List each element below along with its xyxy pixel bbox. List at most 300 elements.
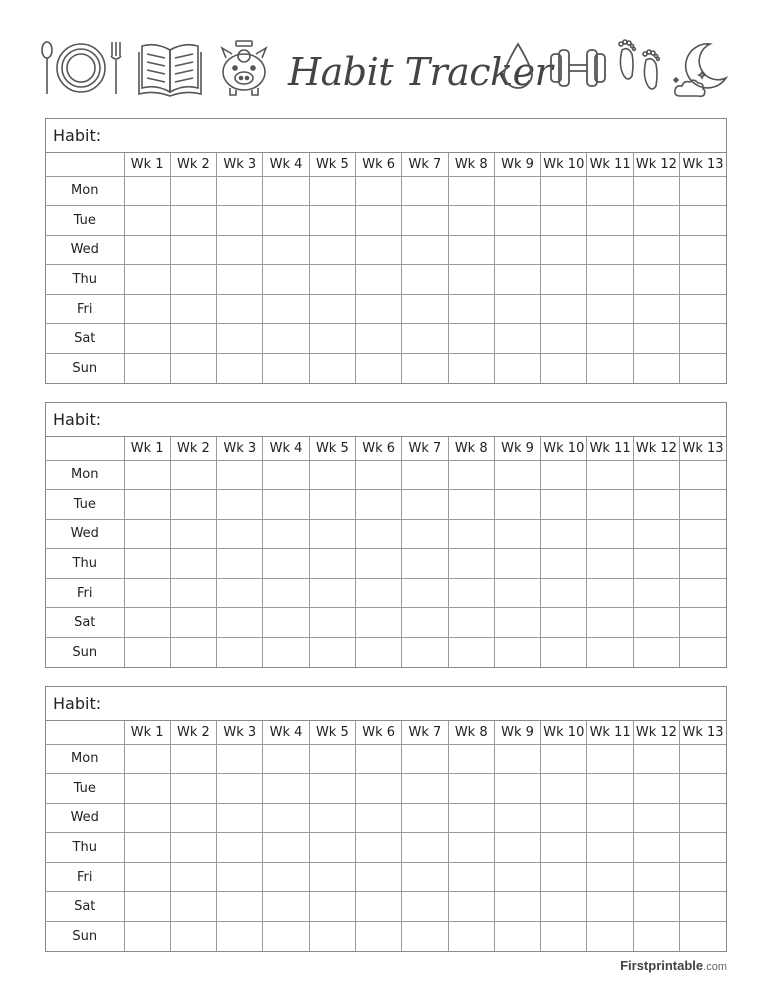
check-cell[interactable]: [541, 206, 587, 236]
check-cell[interactable]: [309, 354, 355, 384]
check-cell[interactable]: [124, 519, 170, 549]
check-cell[interactable]: [217, 294, 263, 324]
check-cell[interactable]: [680, 608, 726, 638]
week-header: Wk 3: [217, 437, 263, 460]
check-cell[interactable]: [494, 638, 540, 668]
day-label: Tue: [46, 490, 124, 520]
check-cell[interactable]: [587, 490, 633, 520]
check-cell[interactable]: [541, 460, 587, 490]
check-cell[interactable]: [124, 922, 170, 952]
check-cell[interactable]: [355, 922, 401, 952]
check-cell[interactable]: [124, 460, 170, 490]
check-cell[interactable]: [355, 803, 401, 833]
check-cell[interactable]: [633, 206, 679, 236]
check-cell[interactable]: [587, 324, 633, 354]
check-cell[interactable]: [494, 744, 540, 774]
check-cell[interactable]: [402, 892, 448, 922]
check-cell[interactable]: [124, 549, 170, 579]
check-cell[interactable]: [170, 176, 216, 206]
check-cell[interactable]: [263, 803, 309, 833]
check-cell[interactable]: [402, 862, 448, 892]
check-cell[interactable]: [633, 294, 679, 324]
check-cell[interactable]: [633, 324, 679, 354]
check-cell[interactable]: [680, 774, 726, 804]
check-cell[interactable]: [309, 206, 355, 236]
check-cell[interactable]: [309, 294, 355, 324]
check-cell[interactable]: [402, 833, 448, 863]
check-cell[interactable]: [217, 490, 263, 520]
check-cell[interactable]: [309, 235, 355, 265]
check-cell[interactable]: [587, 774, 633, 804]
check-cell[interactable]: [633, 490, 679, 520]
check-cell[interactable]: [448, 354, 494, 384]
check-cell[interactable]: [541, 774, 587, 804]
check-cell[interactable]: [680, 206, 726, 236]
check-cell[interactable]: [355, 519, 401, 549]
check-cell[interactable]: [680, 176, 726, 206]
check-cell[interactable]: [355, 608, 401, 638]
check-cell[interactable]: [170, 638, 216, 668]
check-cell[interactable]: [448, 460, 494, 490]
check-cell[interactable]: [587, 862, 633, 892]
check-cell[interactable]: [217, 833, 263, 863]
check-cell[interactable]: [541, 354, 587, 384]
check-cell[interactable]: [448, 862, 494, 892]
check-cell[interactable]: [402, 578, 448, 608]
check-cell[interactable]: [124, 176, 170, 206]
habit-label[interactable]: Habit:: [46, 687, 726, 721]
check-cell[interactable]: [355, 833, 401, 863]
check-cell[interactable]: [587, 265, 633, 295]
day-label: Fri: [46, 578, 124, 608]
check-cell[interactable]: [680, 744, 726, 774]
check-cell[interactable]: [309, 638, 355, 668]
habit-label[interactable]: Habit:: [46, 403, 726, 437]
check-cell[interactable]: [587, 235, 633, 265]
check-cell[interactable]: [680, 354, 726, 384]
check-cell[interactable]: [217, 744, 263, 774]
check-cell[interactable]: [217, 608, 263, 638]
check-cell[interactable]: [448, 324, 494, 354]
check-cell[interactable]: [217, 519, 263, 549]
check-cell[interactable]: [170, 892, 216, 922]
check-cell[interactable]: [355, 176, 401, 206]
check-cell[interactable]: [494, 235, 540, 265]
check-cell[interactable]: [309, 774, 355, 804]
check-cell[interactable]: [680, 294, 726, 324]
check-cell[interactable]: [263, 774, 309, 804]
check-cell[interactable]: [633, 638, 679, 668]
check-cell[interactable]: [494, 354, 540, 384]
check-cell[interactable]: [402, 235, 448, 265]
check-cell[interactable]: [402, 608, 448, 638]
check-cell[interactable]: [680, 803, 726, 833]
check-cell[interactable]: [587, 549, 633, 579]
check-cell[interactable]: [124, 235, 170, 265]
check-cell[interactable]: [448, 744, 494, 774]
brand-domain: .com: [703, 961, 727, 973]
check-cell[interactable]: [633, 892, 679, 922]
check-cell[interactable]: [541, 922, 587, 952]
footer-branding: [620, 958, 727, 973]
check-cell[interactable]: [587, 892, 633, 922]
check-cell[interactable]: [587, 833, 633, 863]
check-cell[interactable]: [263, 235, 309, 265]
check-cell[interactable]: [633, 176, 679, 206]
check-cell[interactable]: [448, 294, 494, 324]
habit-label[interactable]: Habit:: [46, 119, 726, 153]
check-cell[interactable]: [170, 235, 216, 265]
check-cell[interactable]: [587, 744, 633, 774]
check-cell[interactable]: [633, 774, 679, 804]
check-cell[interactable]: [217, 176, 263, 206]
check-cell[interactable]: [633, 744, 679, 774]
check-cell[interactable]: [541, 490, 587, 520]
check-cell[interactable]: [263, 922, 309, 952]
check-cell[interactable]: [402, 324, 448, 354]
check-cell[interactable]: [587, 608, 633, 638]
check-cell[interactable]: [124, 803, 170, 833]
check-cell[interactable]: [587, 176, 633, 206]
check-cell[interactable]: [587, 638, 633, 668]
check-cell[interactable]: [402, 638, 448, 668]
check-cell[interactable]: [633, 578, 679, 608]
check-cell[interactable]: [263, 324, 309, 354]
check-cell[interactable]: [494, 608, 540, 638]
brand-name: Firstprintable: [620, 958, 704, 973]
check-cell[interactable]: [309, 892, 355, 922]
check-cell[interactable]: [541, 519, 587, 549]
check-cell[interactable]: [309, 460, 355, 490]
check-cell[interactable]: [402, 490, 448, 520]
check-cell[interactable]: [448, 490, 494, 520]
check-cell[interactable]: [633, 608, 679, 638]
day-label: Sat: [46, 324, 124, 354]
check-cell[interactable]: [217, 354, 263, 384]
check-cell[interactable]: [448, 922, 494, 952]
check-cell[interactable]: [494, 265, 540, 295]
check-cell[interactable]: [124, 833, 170, 863]
check-cell[interactable]: [448, 608, 494, 638]
week-header: Wk 13: [680, 437, 726, 460]
check-cell[interactable]: [402, 176, 448, 206]
check-cell[interactable]: [170, 519, 216, 549]
check-cell[interactable]: [587, 803, 633, 833]
check-cell[interactable]: [124, 294, 170, 324]
check-cell[interactable]: [170, 922, 216, 952]
check-cell[interactable]: [541, 862, 587, 892]
check-cell[interactable]: [587, 294, 633, 324]
check-cell[interactable]: [402, 265, 448, 295]
check-cell[interactable]: [170, 324, 216, 354]
check-cell[interactable]: [633, 922, 679, 952]
check-cell[interactable]: [355, 578, 401, 608]
check-cell[interactable]: [448, 519, 494, 549]
check-cell[interactable]: [494, 490, 540, 520]
week-header: Wk 13: [680, 721, 726, 744]
check-cell[interactable]: [541, 235, 587, 265]
check-cell[interactable]: [124, 578, 170, 608]
day-row: [46, 638, 726, 668]
check-cell[interactable]: [263, 549, 309, 579]
check-cell[interactable]: [263, 833, 309, 863]
check-cell[interactable]: [633, 519, 679, 549]
check-cell[interactable]: [263, 490, 309, 520]
check-cell[interactable]: [170, 265, 216, 295]
check-cell[interactable]: [309, 744, 355, 774]
check-cell[interactable]: [448, 892, 494, 922]
check-cell[interactable]: [217, 324, 263, 354]
check-cell[interactable]: [355, 549, 401, 579]
check-cell[interactable]: [309, 549, 355, 579]
check-cell[interactable]: [633, 833, 679, 863]
check-cell[interactable]: [448, 265, 494, 295]
check-cell[interactable]: [494, 294, 540, 324]
check-cell[interactable]: [217, 892, 263, 922]
check-cell[interactable]: [402, 294, 448, 324]
check-cell[interactable]: [309, 324, 355, 354]
check-cell[interactable]: [124, 354, 170, 384]
check-cell[interactable]: [494, 176, 540, 206]
check-cell[interactable]: [263, 460, 309, 490]
check-cell[interactable]: [680, 922, 726, 952]
check-cell[interactable]: [541, 176, 587, 206]
check-cell[interactable]: [309, 803, 355, 833]
check-cell[interactable]: [355, 354, 401, 384]
check-cell[interactable]: [494, 549, 540, 579]
check-cell[interactable]: [402, 354, 448, 384]
check-cell[interactable]: [263, 892, 309, 922]
check-cell[interactable]: [263, 176, 309, 206]
check-cell[interactable]: [263, 744, 309, 774]
check-cell[interactable]: [680, 265, 726, 295]
check-cell[interactable]: [263, 862, 309, 892]
check-cell[interactable]: [680, 862, 726, 892]
check-cell[interactable]: [355, 774, 401, 804]
check-cell[interactable]: [448, 774, 494, 804]
check-cell[interactable]: [541, 892, 587, 922]
check-cell[interactable]: [402, 744, 448, 774]
check-cell[interactable]: [402, 549, 448, 579]
check-cell[interactable]: [541, 294, 587, 324]
check-cell[interactable]: [170, 294, 216, 324]
check-cell[interactable]: [448, 803, 494, 833]
check-cell[interactable]: [217, 265, 263, 295]
check-cell[interactable]: [355, 638, 401, 668]
check-cell[interactable]: [170, 460, 216, 490]
check-cell[interactable]: [402, 774, 448, 804]
check-cell[interactable]: [263, 265, 309, 295]
day-row: [46, 460, 726, 490]
check-cell[interactable]: [355, 235, 401, 265]
check-cell[interactable]: [170, 862, 216, 892]
check-cell[interactable]: [263, 638, 309, 668]
check-cell[interactable]: [309, 833, 355, 863]
check-cell[interactable]: [633, 354, 679, 384]
check-cell[interactable]: [355, 294, 401, 324]
check-cell[interactable]: [124, 608, 170, 638]
check-cell[interactable]: [170, 206, 216, 236]
day-label: Sun: [46, 354, 124, 384]
check-cell[interactable]: [309, 578, 355, 608]
check-cell[interactable]: [587, 354, 633, 384]
check-cell[interactable]: [170, 803, 216, 833]
check-cell[interactable]: [541, 833, 587, 863]
check-cell[interactable]: [217, 638, 263, 668]
check-cell[interactable]: [263, 354, 309, 384]
check-cell[interactable]: [680, 460, 726, 490]
check-cell[interactable]: [124, 744, 170, 774]
check-cell[interactable]: [217, 578, 263, 608]
check-cell[interactable]: [124, 206, 170, 236]
check-cell[interactable]: [402, 519, 448, 549]
day-label: Mon: [46, 460, 124, 490]
check-cell[interactable]: [170, 490, 216, 520]
check-cell[interactable]: [587, 206, 633, 236]
week-header: Wk 11: [587, 721, 633, 744]
check-cell[interactable]: [263, 294, 309, 324]
check-cell[interactable]: [170, 549, 216, 579]
check-cell[interactable]: [494, 460, 540, 490]
check-cell[interactable]: [402, 206, 448, 236]
check-cell[interactable]: [494, 833, 540, 863]
check-cell[interactable]: [309, 608, 355, 638]
check-cell[interactable]: [263, 608, 309, 638]
check-cell[interactable]: [170, 354, 216, 384]
check-cell[interactable]: [680, 490, 726, 520]
check-cell[interactable]: [494, 206, 540, 236]
check-cell[interactable]: [124, 892, 170, 922]
check-cell[interactable]: [587, 922, 633, 952]
check-cell[interactable]: [309, 922, 355, 952]
check-cell[interactable]: [587, 519, 633, 549]
check-cell[interactable]: [448, 578, 494, 608]
check-cell[interactable]: [494, 862, 540, 892]
check-cell[interactable]: [494, 774, 540, 804]
check-cell[interactable]: [263, 519, 309, 549]
check-cell[interactable]: [124, 324, 170, 354]
check-cell[interactable]: [309, 519, 355, 549]
check-cell[interactable]: [217, 922, 263, 952]
check-cell[interactable]: [448, 549, 494, 579]
check-cell[interactable]: [680, 235, 726, 265]
check-cell[interactable]: [309, 176, 355, 206]
check-cell[interactable]: [124, 638, 170, 668]
check-cell[interactable]: [541, 744, 587, 774]
check-cell[interactable]: [494, 892, 540, 922]
check-cell[interactable]: [448, 833, 494, 863]
check-cell[interactable]: [494, 519, 540, 549]
week-header: Wk 8: [448, 153, 494, 176]
check-cell[interactable]: [124, 490, 170, 520]
check-cell[interactable]: [541, 578, 587, 608]
check-cell[interactable]: [494, 578, 540, 608]
check-cell[interactable]: [541, 638, 587, 668]
check-cell[interactable]: [170, 744, 216, 774]
check-cell[interactable]: [680, 519, 726, 549]
check-cell[interactable]: [217, 235, 263, 265]
day-row: [46, 922, 726, 952]
check-cell[interactable]: [402, 922, 448, 952]
week-header: Wk 7: [402, 437, 448, 460]
check-cell[interactable]: [355, 892, 401, 922]
check-cell[interactable]: [633, 862, 679, 892]
check-cell[interactable]: [402, 803, 448, 833]
check-cell[interactable]: [448, 206, 494, 236]
check-cell[interactable]: [263, 578, 309, 608]
check-cell[interactable]: [170, 833, 216, 863]
check-cell[interactable]: [355, 265, 401, 295]
check-cell[interactable]: [124, 862, 170, 892]
check-cell[interactable]: [680, 578, 726, 608]
check-cell[interactable]: [217, 206, 263, 236]
check-cell[interactable]: [680, 892, 726, 922]
check-cell[interactable]: [633, 265, 679, 295]
day-label: Sat: [46, 608, 124, 638]
check-cell[interactable]: [402, 460, 448, 490]
check-cell[interactable]: [355, 324, 401, 354]
check-cell[interactable]: [541, 803, 587, 833]
check-cell[interactable]: [587, 460, 633, 490]
check-cell[interactable]: [541, 549, 587, 579]
check-cell[interactable]: [355, 206, 401, 236]
check-cell[interactable]: [309, 265, 355, 295]
check-cell[interactable]: [355, 490, 401, 520]
check-cell[interactable]: [448, 638, 494, 668]
check-cell[interactable]: [309, 862, 355, 892]
day-label: Sat: [46, 892, 124, 922]
check-cell[interactable]: [217, 803, 263, 833]
check-cell[interactable]: [587, 578, 633, 608]
check-cell[interactable]: [680, 638, 726, 668]
check-cell[interactable]: [124, 265, 170, 295]
check-cell[interactable]: [633, 460, 679, 490]
check-cell[interactable]: [217, 862, 263, 892]
week-header: Wk 11: [587, 437, 633, 460]
check-cell[interactable]: [494, 803, 540, 833]
check-cell[interactable]: [633, 235, 679, 265]
check-cell[interactable]: [494, 324, 540, 354]
week-header: Wk 5: [309, 721, 355, 744]
check-cell[interactable]: [541, 608, 587, 638]
check-cell[interactable]: [170, 578, 216, 608]
check-cell[interactable]: [355, 862, 401, 892]
check-cell[interactable]: [170, 774, 216, 804]
check-cell[interactable]: [680, 324, 726, 354]
check-cell[interactable]: [217, 774, 263, 804]
check-cell[interactable]: [541, 324, 587, 354]
check-cell[interactable]: [309, 490, 355, 520]
check-cell[interactable]: [355, 744, 401, 774]
check-cell[interactable]: [680, 549, 726, 579]
check-cell[interactable]: [680, 833, 726, 863]
check-cell[interactable]: [170, 608, 216, 638]
week-header: Wk 4: [263, 721, 309, 744]
check-cell[interactable]: [633, 549, 679, 579]
check-cell[interactable]: [448, 235, 494, 265]
check-cell[interactable]: [633, 803, 679, 833]
check-cell[interactable]: [217, 460, 263, 490]
week-header: Wk 10: [541, 721, 587, 744]
check-cell[interactable]: [263, 206, 309, 236]
check-cell[interactable]: [124, 774, 170, 804]
check-cell[interactable]: [448, 176, 494, 206]
check-cell[interactable]: [217, 549, 263, 579]
check-cell[interactable]: [355, 460, 401, 490]
check-cell[interactable]: [541, 265, 587, 295]
habit-tracker-1: [45, 118, 727, 384]
check-cell[interactable]: [494, 922, 540, 952]
